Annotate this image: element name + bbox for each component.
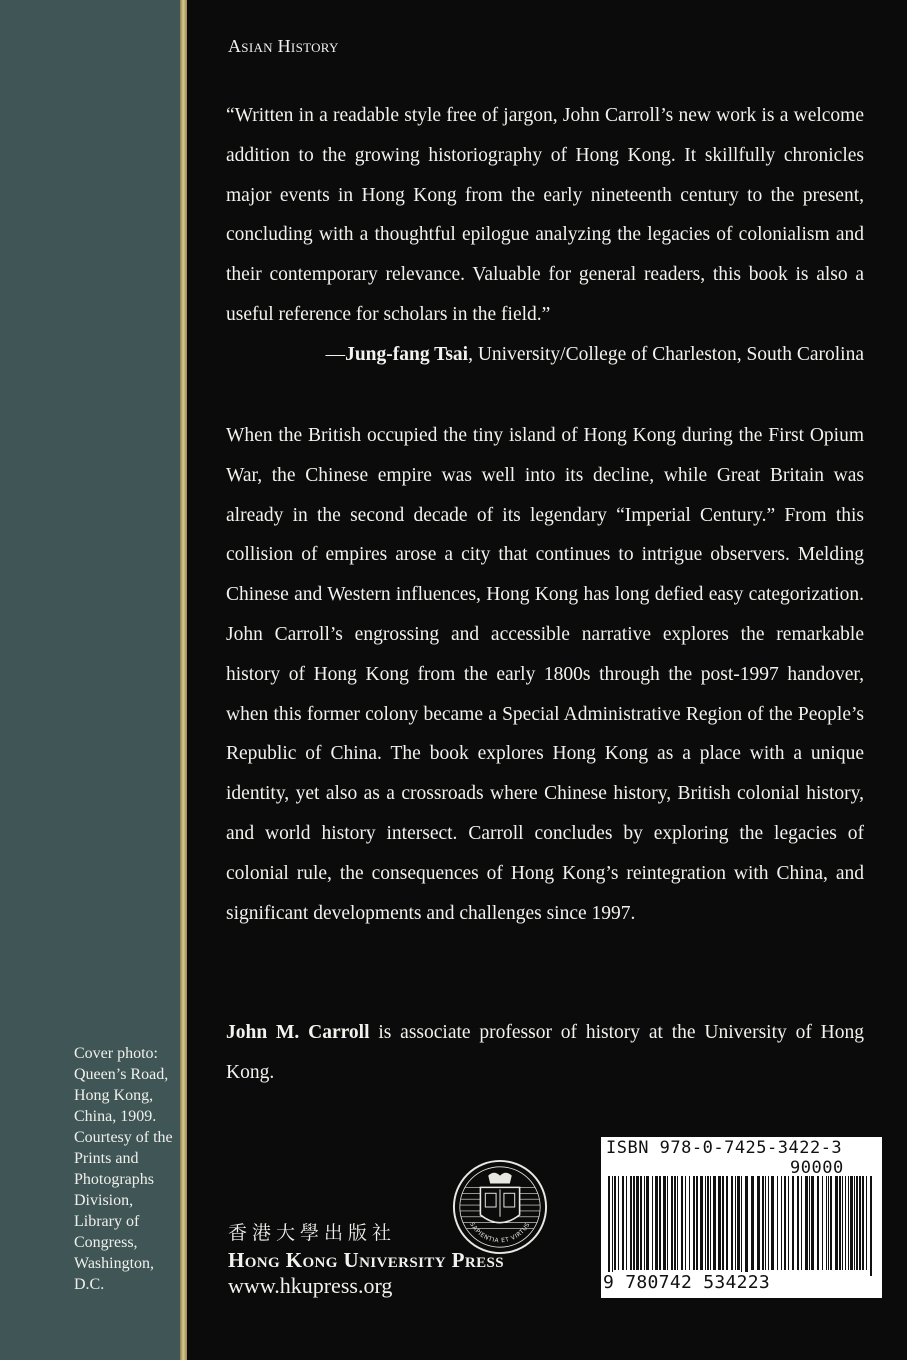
book-description: When the British occupied the tiny island of Hong Kong during the First Opium War, the Chinese empire was well into its decline, while Great Britain was already in the second decade of its legendary “Imperial Century.” From this collision of empires arose a city that continues to intrigue observers. Melding Chinese and Western influences, Hong Kong has long defied easy categorization. John Carroll’s engrossing and accessible narrative explores the remarkable history of Hong Kong from the early 1800s through the post-1997 handover, when this former colony became a Special Administrative Region of the People’s Republic of China. The book explores Hong Kong as a place with a unique identity, yet also as a crossroads where Chinese history, British colonial history, and world history intersect. Carroll concludes by exploring the legacies of colonial rule, the consequences of Hong Kong’s reintegration with China, and significant developments and challenges since 1997.: [226, 425, 864, 924]
cover-photo-credit: Cover photo: Queen’s Road, Hong Kong, China, 1909. Courtesy of the Prints and Photographs Division, Library of Congress, Washington, D.C.: [74, 1045, 173, 1293]
university-seal-icon: [451, 1158, 549, 1256]
attribution-dash: —: [325, 344, 346, 365]
isbn-number: ISBN 978-0-7425-3422-3: [606, 1138, 843, 1158]
author-name: John M. Carroll: [226, 1022, 370, 1043]
price-code: 90000: [790, 1158, 844, 1178]
ean-digits: 9 780742 534223: [603, 1272, 771, 1293]
attribution-affiliation: , University/College of Charleston, South Carolina: [468, 344, 864, 365]
attribution-name: Jung-fang Tsai: [345, 344, 469, 365]
quote-attribution: [226, 335, 864, 375]
author-bio-text: is associate professor of history at the University of Hong Kong.: [226, 1022, 864, 1083]
publisher-url[interactable]: www.hkupress.org: [228, 1273, 393, 1298]
publisher-name: Hong Kong University Press: [228, 1248, 505, 1272]
category-label: Asian History: [228, 36, 339, 56]
seal-motto: SAPIENTIA ET VIRTUS: [468, 1221, 532, 1245]
gold-rule: [180, 0, 187, 1360]
publisher-chinese-name: 香港大學出版社: [228, 1222, 397, 1244]
author-bio: [226, 1013, 864, 1093]
review-quote: “Written in a readable style free of jargon, John Carroll’s new work is a welcome addition to the growing historiography of Hong Kong. It skillfully chronicles major events in Hong Kong from the early nineteenth century to the present, concluding with a thoughtful epilogue analyzing the legacies of colonialism and their contemporary relevance. Valuable for general readers, this book is also a useful reference for scholars in the field.”: [226, 105, 864, 325]
